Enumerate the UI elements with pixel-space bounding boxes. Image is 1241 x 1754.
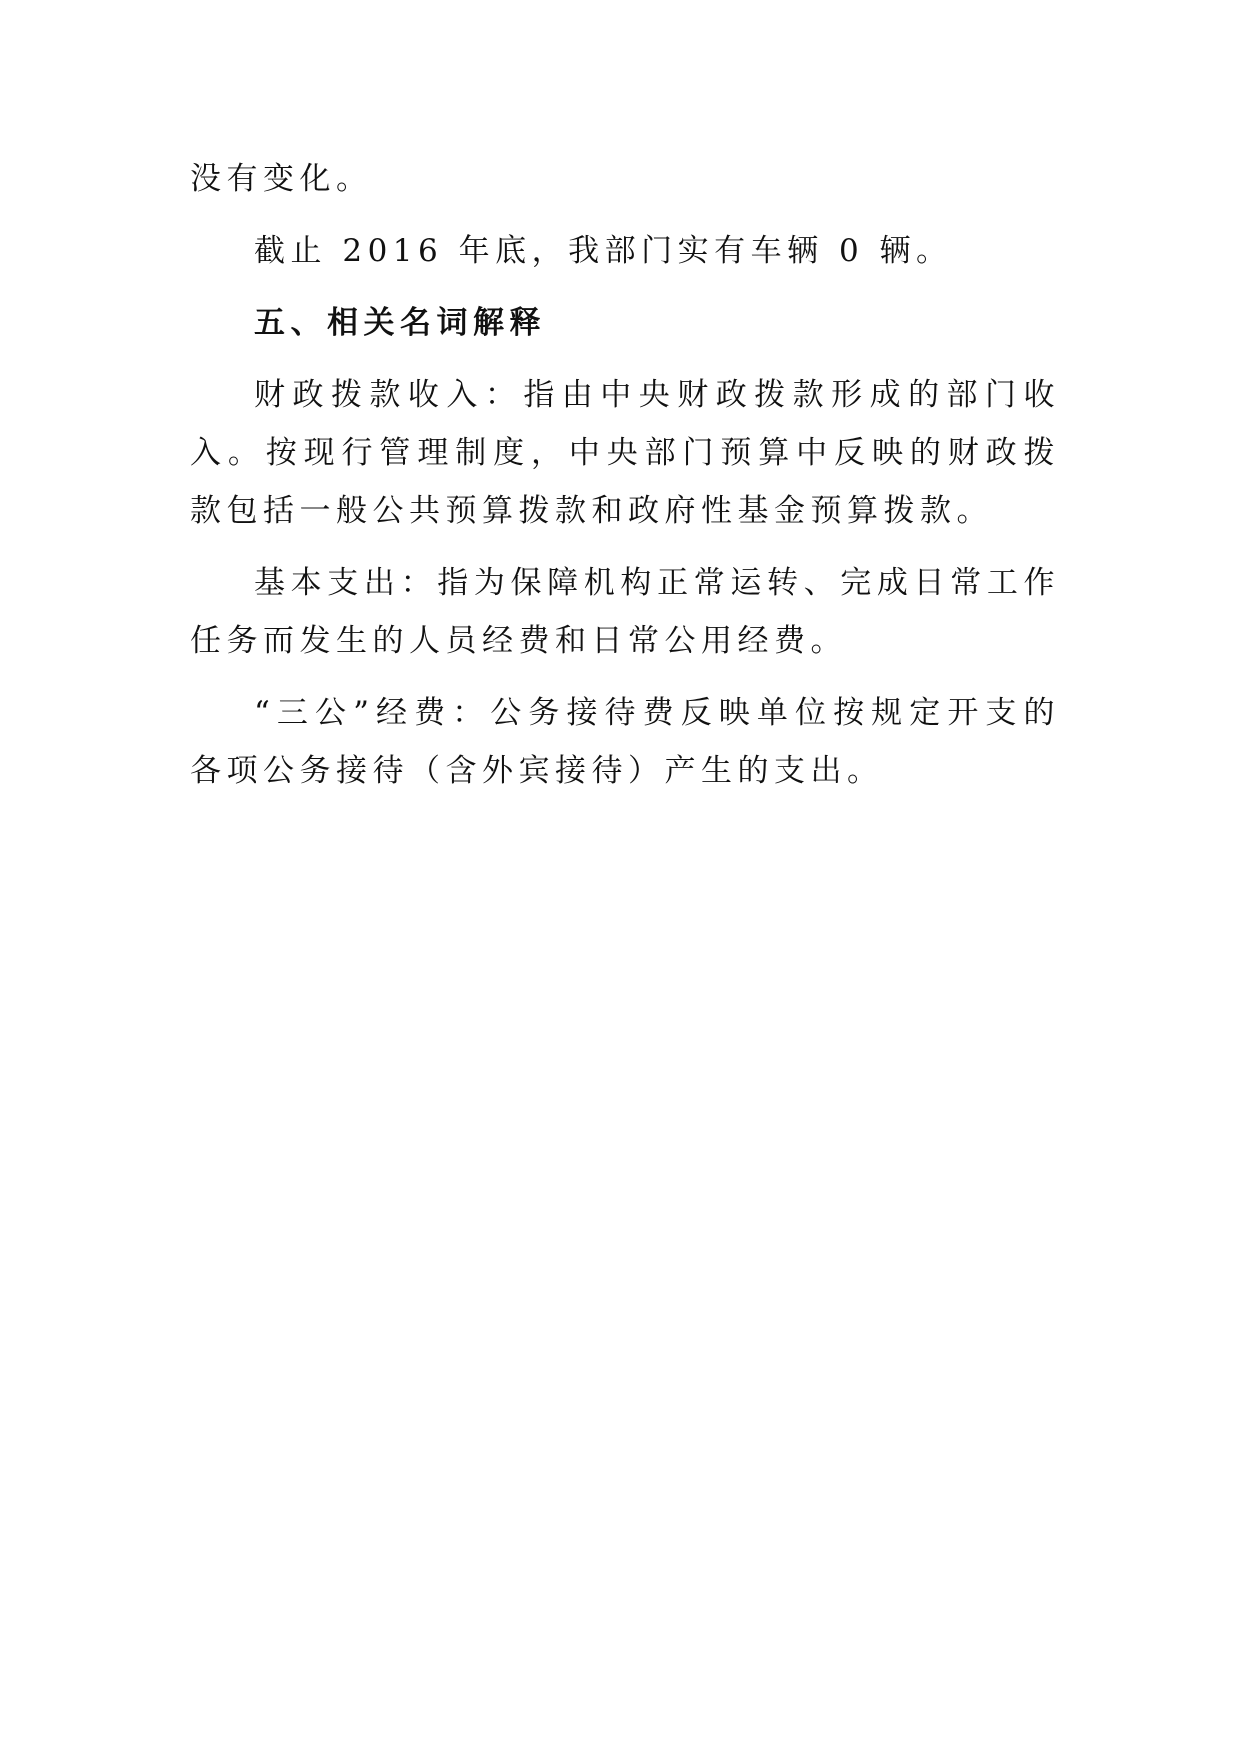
definition-three-public-expenses: “三公”经费：公务接待费反映单位按规定开支的各项公务接待（含外宾接待）产生的支出。 [190,695,1060,789]
section-heading: 五、相关名词解释 [254,305,546,341]
definition-fiscal-appropriation: 财政拨款收入：指由中央财政拨款形成的部门收入。按现行管理制度，中央部门预算中反映的财政拨款包括一般公共预算拨款和政府性基金预算拨款。 [190,377,1060,529]
vehicle-count-paragraph: 截止 2016 年底，我部门实有车辆 0 辆。 [254,233,953,269]
definition-basic-expenditure: 基本支出：指为保障机构正常运转、完成日常工作任务而发生的人员经费和日常公用经费。 [190,565,1060,659]
continuation-text: 没有变化。 [190,161,373,197]
document-body [190,150,1060,814]
